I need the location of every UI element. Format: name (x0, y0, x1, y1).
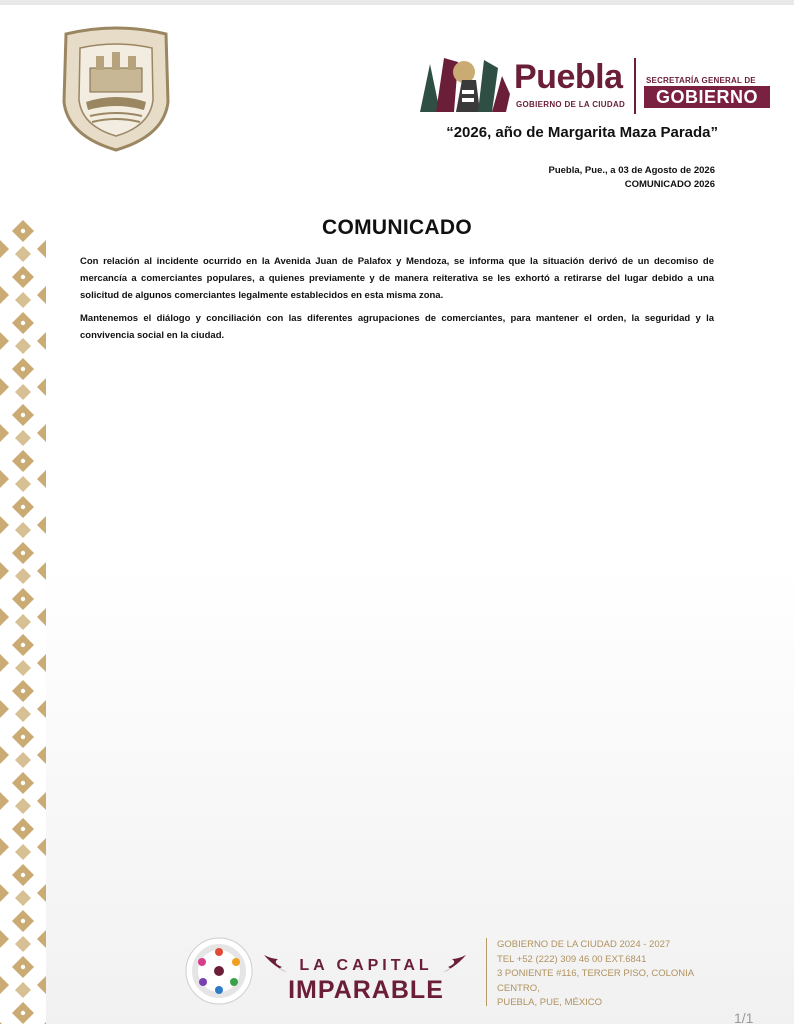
page-indicator: 1/1 (734, 1010, 754, 1026)
equality-certification-seal (184, 936, 254, 1006)
footer-contact-info (497, 938, 717, 1011)
brand-subtitle: GOBIERNO DE LA CIUDAD (516, 100, 626, 109)
city-skyline-logo-icon (418, 54, 512, 116)
place-date: Puebla, Pue., a 03 de Agosto de 2026 (548, 165, 715, 176)
brand-divider (634, 58, 636, 114)
footer-info-line: GOBIERNO DE LA CIUDAD 2024 - 2027 (497, 939, 671, 950)
year-motto: “2026, año de Margarita Maza Parada” (446, 124, 718, 141)
footer-info-line: CENTRO, (497, 982, 540, 994)
footer-info-line: 3 PONIENTE #116, TERCER PISO, COLONIA (497, 968, 695, 979)
right-wing-icon (438, 953, 468, 975)
body-paragraph-2: Mantenemos el diálogo y conciliación con las diferentes agrupaciones de comerciantes, para mantener el orden, la seguridad y la convivencia social en la ciudad. (80, 313, 714, 341)
footer-divider (486, 938, 487, 1006)
top-border (0, 0, 794, 5)
city-seal (56, 24, 176, 152)
document-title: COMUNICADO (322, 216, 472, 239)
document-reference: COMUNICADO 2026 (624, 179, 715, 190)
secretaria-box: GOBIERNO (644, 86, 770, 108)
brand-name: Puebla (514, 58, 623, 96)
tagline-bottom: IMPARABLE (288, 976, 444, 1004)
decorative-border-pattern (0, 218, 46, 1024)
body-paragraph-1: Con relación al incidente ocurrido en la Avenida Juan de Palafox y Mendoza, se informa que la situación derivó de un decomiso de mercancía a comerciantes populares, a quienes previamente y de manera reiterativa se les exhortó a retirarse del lugar debido a una solicitud de algunos comerciantes legalmente establecidos en esta misma zona. (80, 256, 714, 301)
secretaria-label: SECRETARÍA GENERAL DE (646, 76, 756, 85)
puebla-government-logo (418, 54, 774, 120)
footer-info-line: PUEBLA, PUE, MÉXICO (497, 997, 603, 1008)
tagline-top: LA CAPITAL (299, 957, 433, 974)
footer-info-line: TEL +52 (222) 309 46 00 EXT.6841 (497, 953, 647, 965)
